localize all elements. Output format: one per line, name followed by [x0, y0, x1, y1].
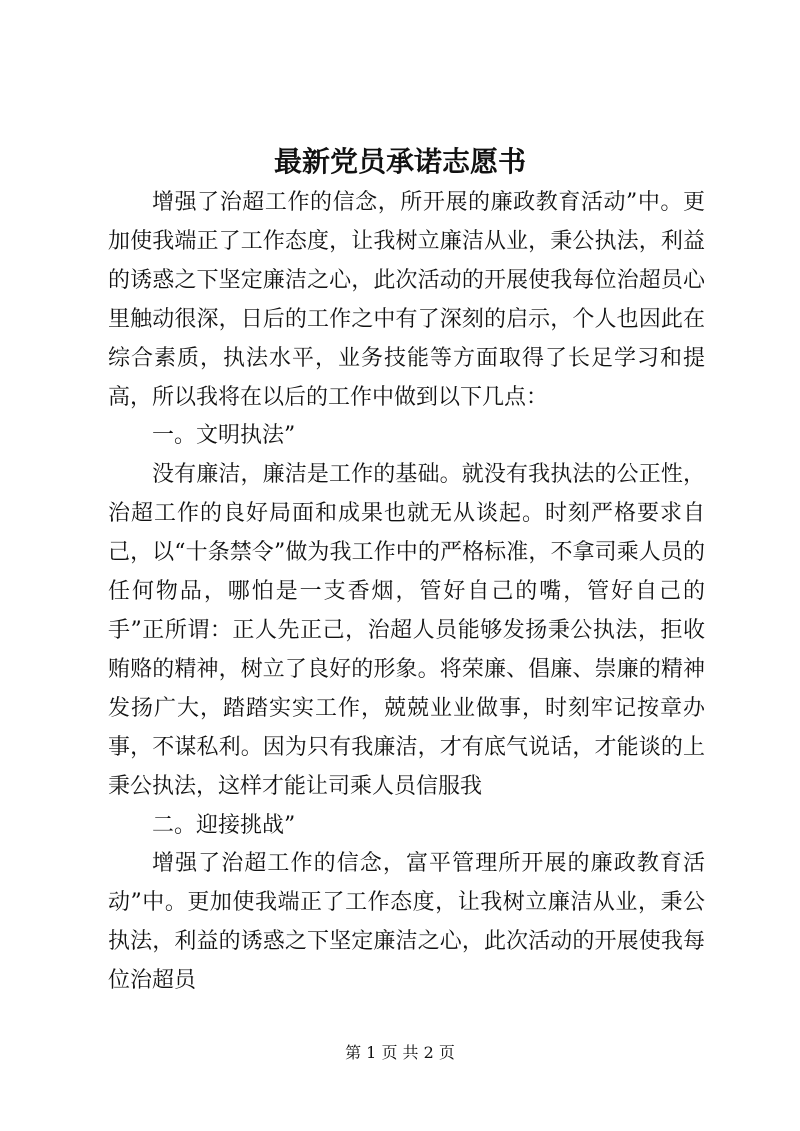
paragraph-section-2: 增强了治超工作的信念，富平管理所开展的廉政教育活动”中。更加使我端正了工作态度，让我树立廉洁从业，秉公执法，利益的诱惑之下坚定廉洁之心，此次活动的开展使我每位治超员: [108, 851, 705, 994]
paragraph-intro: 增强了治超工作的信念，所开展的廉政教育活动”中。更加使我端正了工作态度，让我树立廉洁从业，秉公执法，利益的诱惑之下坚定廉洁之心，此次活动的开展使我每位治超员心里触动很深，日后的工作之中有了深刻的启示，个人也因此在综合素质，执法水平，业务技能等方面取得了长足学习和提高，所以我将在以后的工作中做到以下几点：: [108, 190, 705, 410]
section-heading-1: 一。文明执法”: [152, 423, 296, 449]
page-footer: 第 1 页 共 2 页: [345, 1043, 455, 1062]
section-heading-2: 二。迎接挑战”: [152, 812, 296, 838]
document-body: [108, 184, 705, 1001]
paragraph-section-1: 没有廉洁，廉洁是工作的基础。就没有我执法的公正性，治超工作的良好局面和成果也就无从谈起。时刻严格要求自己，以“十条禁令”做为我工作中的严格标准，不拿司乘人员的任何物品，哪怕是一支香烟，管好自己的嘴，管好自己的手”正所谓：正人先正己，治超人员能够发扬秉公执法，拒收贿赂的精神，树立了良好的形象。将荣廉、倡廉、崇廉的精神发扬广大，踏踏实实工作，兢兢业业做事，时刻牢记按章办事，不谋私利。因为只有我廉洁，才有底气说话，才能谈的上秉公执法，这样才能让司乘人员信服我: [108, 462, 705, 799]
document-title: 最新党员承诺志愿书: [273, 145, 526, 178]
